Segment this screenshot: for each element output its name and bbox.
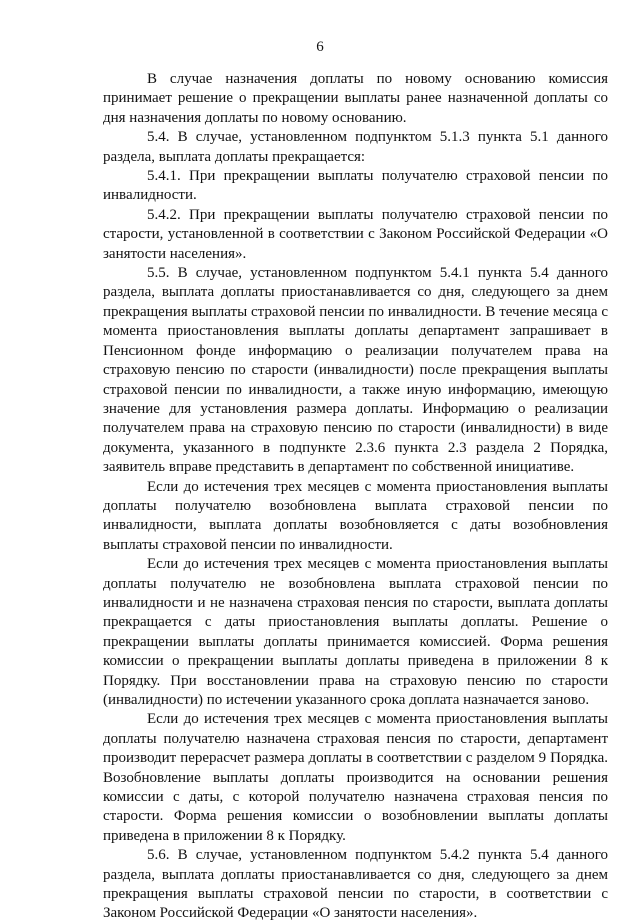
document-body <box>103 70 608 924</box>
paragraph-5-6: 5.6. В случае, установленном подпунктом 5.4.2 пункта 5.4 данного раздела, выплата доплаты приостанавливается со дня, следующего за днем прекращения выплаты страховой пенсии по старости, в соответствии с Законом Российской Федерации «О занятости населения». <box>103 847 608 922</box>
page-number: 6 <box>316 39 324 55</box>
paragraph-old-age-assigned: Если до истечения трех месяцев с момента приостановления выплаты доплаты получателю назначена страховая пенсия по старости, департамент производит перерасчет размера доплаты в соответствии с разделом 9 Порядка. Возобновление выплаты доплаты производится на основании решения комиссии с даты, с которой получателю назначена страховая пенсия по старости. Форма решения комиссии о возобновлении выплаты доплаты приведена в приложении 8 к Порядку. <box>103 711 608 844</box>
paragraph-resumed: Если до истечения трех месяцев с момента приостановления выплаты доплаты получателю возобновлена выплата страховой пенсии по инвалидности, выплата доплаты возобновляется с даты возобновления выплаты страховой пенсии по инвалидности. <box>103 478 608 553</box>
paragraph-not-resumed: Если до истечения трех месяцев с момента приостановления выплаты доплаты получателю не возобновлена выплата страховой пенсии по инвалидности и не назначена страховая пенсия по старости, выплата доплаты прекращается с даты приостановления выплаты доплаты. Решение о прекращении выплаты доплаты принимается комиссией. Форма решения комиссии о прекращении выплаты доплаты приведена в приложении 8 к Порядку. При восстановлении права на страховую пенсию по старости (инвалидности) по истечении указанного срока доплата назначается заново. <box>103 556 608 708</box>
paragraph-5-5: 5.5. В случае, установленном подпунктом 5.4.1 пункта 5.4 данного раздела, выплата доплаты приостанавливается со дня, следующего за днем прекращения выплаты страховой пенсии по инвалидности. В течение месяца с момента приостановления выплаты доплаты департамент запрашивает в Пенсионном фонде информацию о реализации получателем права на страховую пенсию по старости (инвалидности) после прекращения выплаты страховой пенсии по инвалидности, а также иную информацию, имеющую значение для установления размера доплаты. Информацию о реализации получателем права на страховую пенсию по старости (инвалидности) в виде документа, указанного в подпункте 2.3.6 пункта 2.3 раздела 2 Порядка, заявитель вправе представить в департамент по собственной инициативе. <box>103 265 608 476</box>
paragraph-5-4: 5.4. В случае, установленном подпунктом 5.1.3 пункта 5.1 данного раздела, выплата доплаты прекращается: <box>103 129 608 165</box>
paragraph-new-basis: В случае назначения доплаты по новому основанию комиссия принимает решение о прекращении выплаты ранее назначенной доплаты со дня назначения доплаты по новому основанию. <box>103 71 608 126</box>
paragraph-5-4-2: 5.4.2. При прекращении выплаты получателю страховой пенсии по старости, установленной в соответствии с Законом Российской Федерации «О занятости населения». <box>103 206 608 262</box>
paragraph-5-4-1: 5.4.1. При прекращении выплаты получателю страховой пенсии по инвалидности. <box>103 168 608 204</box>
